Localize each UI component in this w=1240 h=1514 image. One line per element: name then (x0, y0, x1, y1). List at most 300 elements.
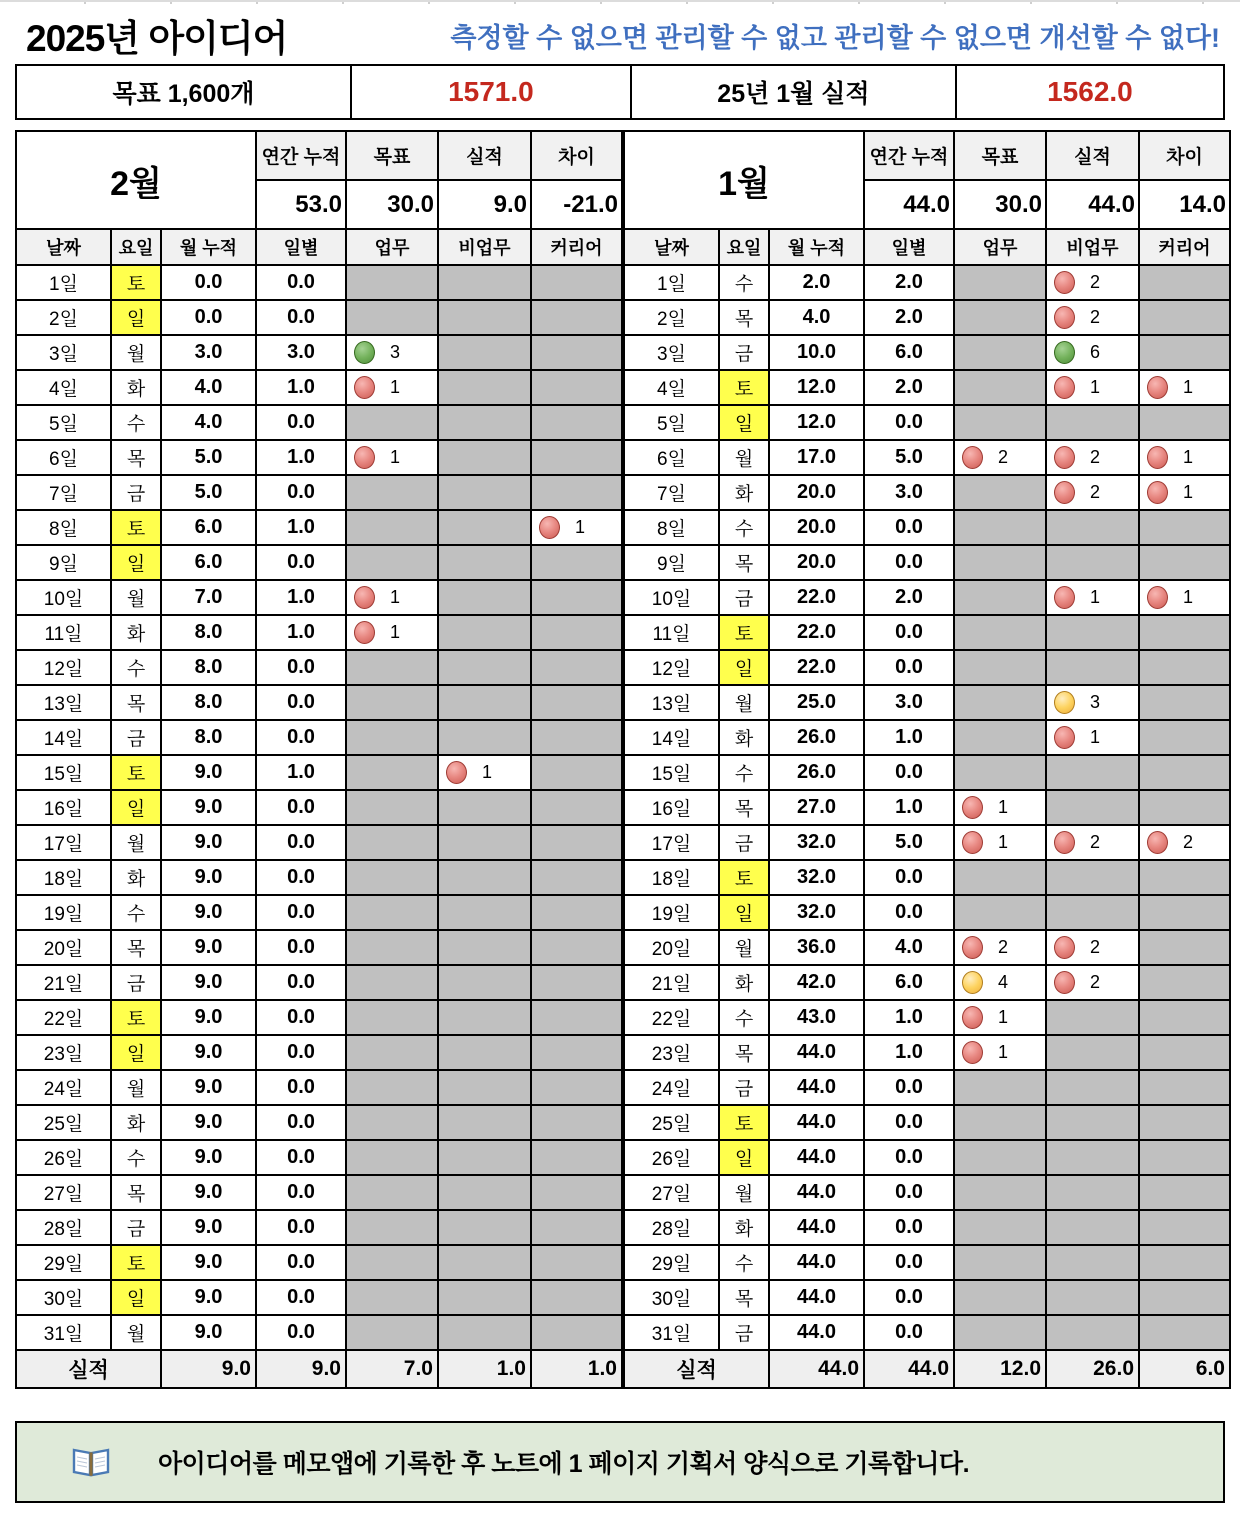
nonwork-cell[interactable] (439, 756, 532, 791)
daily-cell[interactable]: 0.0 (257, 931, 347, 966)
nonwork-cell[interactable] (439, 336, 532, 371)
date-cell[interactable]: 16일 (625, 791, 720, 826)
work-cell[interactable] (347, 896, 439, 931)
career-cell[interactable] (532, 266, 623, 301)
nonwork-cell[interactable] (439, 1071, 532, 1106)
month-cum-cell[interactable]: 26.0 (770, 721, 865, 756)
nonwork-cell[interactable] (1047, 791, 1140, 826)
weekday-cell[interactable]: 목 (720, 1036, 770, 1071)
career-cell[interactable] (1140, 756, 1231, 791)
month-title[interactable]: 1월 (625, 132, 865, 230)
weekday-cell[interactable]: 수 (720, 511, 770, 546)
weekday-cell[interactable]: 금 (720, 1071, 770, 1106)
date-cell[interactable]: 29일 (625, 1246, 720, 1281)
daily-cell[interactable]: 0.0 (257, 966, 347, 1001)
daily-cell[interactable]: 0.0 (865, 896, 955, 931)
work-cell[interactable] (955, 336, 1047, 371)
nonwork-cell[interactable] (439, 791, 532, 826)
date-cell[interactable]: 9일 (625, 546, 720, 581)
career-cell[interactable] (532, 1071, 623, 1106)
career-cell[interactable] (532, 791, 623, 826)
month-cum-cell[interactable]: 4.0 (162, 406, 257, 441)
daily-cell[interactable]: 2.0 (865, 301, 955, 336)
month-cum-cell[interactable]: 7.0 (162, 581, 257, 616)
weekday-cell[interactable]: 금 (112, 721, 162, 756)
diff-header[interactable]: 차이 (532, 132, 623, 181)
date-cell[interactable]: 28일 (17, 1211, 112, 1246)
weekday-cell[interactable]: 목 (720, 791, 770, 826)
date-cell[interactable]: 4일 (625, 371, 720, 406)
nonwork-cell[interactable] (1047, 896, 1140, 931)
career-cell[interactable] (532, 1211, 623, 1246)
month-cum-cell[interactable]: 9.0 (162, 1281, 257, 1316)
career-cell[interactable] (532, 1281, 623, 1316)
work-cell[interactable] (347, 1106, 439, 1141)
career-cell[interactable] (1140, 896, 1231, 931)
date-cell[interactable]: 23일 (17, 1036, 112, 1071)
month-cum-cell[interactable]: 9.0 (162, 1246, 257, 1281)
career-cell[interactable] (532, 756, 623, 791)
month-cum-cell[interactable]: 12.0 (770, 406, 865, 441)
career-cell[interactable] (532, 1246, 623, 1281)
date-cell[interactable]: 14일 (17, 721, 112, 756)
career-cell[interactable] (1140, 1281, 1231, 1316)
nonwork-cell[interactable] (1047, 931, 1140, 966)
date-cell[interactable]: 15일 (625, 756, 720, 791)
actual-label-cell[interactable]: 25년 1월 실적 (632, 66, 957, 118)
career-cell[interactable] (1140, 1071, 1231, 1106)
nonwork-cell[interactable] (1047, 546, 1140, 581)
career-cell[interactable] (1140, 686, 1231, 721)
date-cell[interactable]: 19일 (625, 896, 720, 931)
daily-cell[interactable]: 0.0 (257, 826, 347, 861)
weekday-cell[interactable]: 수 (112, 1141, 162, 1176)
work-cell[interactable] (955, 511, 1047, 546)
nonwork-cell[interactable] (1047, 266, 1140, 301)
career-cell[interactable] (1140, 721, 1231, 756)
month-cum-cell[interactable]: 22.0 (770, 651, 865, 686)
nonwork-cell[interactable] (1047, 861, 1140, 896)
daily-cell[interactable]: 6.0 (865, 336, 955, 371)
career-cell[interactable] (532, 651, 623, 686)
month-cum-cell[interactable]: 20.0 (770, 511, 865, 546)
career-cell[interactable] (532, 1141, 623, 1176)
weekday-cell[interactable]: 일 (112, 1036, 162, 1071)
actual-value-cell[interactable]: 1562.0 (957, 66, 1223, 118)
career-cell[interactable] (532, 371, 623, 406)
career-cell[interactable] (1140, 616, 1231, 651)
work-cell[interactable] (347, 1316, 439, 1351)
date-cell[interactable]: 12일 (625, 651, 720, 686)
work-cell[interactable] (955, 616, 1047, 651)
nonwork-cell[interactable] (1047, 826, 1140, 861)
work-cell[interactable] (347, 371, 439, 406)
date-cell[interactable]: 22일 (17, 1001, 112, 1036)
daily-cell[interactable]: 0.0 (257, 1071, 347, 1106)
date-cell[interactable]: 7일 (17, 476, 112, 511)
nonwork-cell[interactable] (439, 546, 532, 581)
daily-cell[interactable]: 0.0 (257, 1036, 347, 1071)
date-cell[interactable]: 10일 (625, 581, 720, 616)
work-cell[interactable] (955, 966, 1047, 1001)
work-cell[interactable] (347, 686, 439, 721)
weekday-cell[interactable]: 월 (720, 1176, 770, 1211)
note-bar[interactable] (15, 1421, 1225, 1503)
month-cum-cell[interactable]: 44.0 (770, 1176, 865, 1211)
date-cell[interactable]: 17일 (17, 826, 112, 861)
month-cum-cell[interactable]: 5.0 (162, 441, 257, 476)
daily-cell[interactable]: 6.0 (865, 966, 955, 1001)
weekday-cell[interactable]: 일 (112, 546, 162, 581)
month-cum-cell[interactable]: 22.0 (770, 581, 865, 616)
date-cell[interactable]: 15일 (17, 756, 112, 791)
date-cell[interactable]: 31일 (17, 1316, 112, 1351)
career-cell[interactable] (1140, 791, 1231, 826)
date-cell[interactable]: 3일 (625, 336, 720, 371)
daily-cell[interactable]: 0.0 (865, 1141, 955, 1176)
weekday-cell[interactable]: 토 (112, 266, 162, 301)
work-cell[interactable] (955, 896, 1047, 931)
career-cell[interactable] (532, 336, 623, 371)
career-cell[interactable] (532, 616, 623, 651)
footer-career[interactable]: 1.0 (532, 1351, 623, 1389)
month-cum-cell[interactable]: 32.0 (770, 861, 865, 896)
month-cum-cell[interactable]: 27.0 (770, 791, 865, 826)
weekday-cell[interactable]: 수 (720, 756, 770, 791)
month-cum-cell[interactable]: 22.0 (770, 616, 865, 651)
career-cell[interactable] (1140, 406, 1231, 441)
career-cell[interactable] (532, 931, 623, 966)
nonwork-cell[interactable] (1047, 616, 1140, 651)
footer-label[interactable]: 실적 (625, 1351, 770, 1389)
daily-cell[interactable]: 5.0 (865, 441, 955, 476)
nonwork-cell[interactable] (439, 1211, 532, 1246)
footer-month-cum[interactable]: 9.0 (162, 1351, 257, 1389)
date-cell[interactable]: 3일 (17, 336, 112, 371)
month-cum-cell[interactable]: 2.0 (770, 266, 865, 301)
month-cum-cell[interactable]: 4.0 (770, 301, 865, 336)
weekday-cell[interactable]: 일 (112, 1281, 162, 1316)
nonwork-cell[interactable] (1047, 651, 1140, 686)
date-cell[interactable]: 25일 (625, 1106, 720, 1141)
daily-cell[interactable]: 0.0 (865, 1246, 955, 1281)
career-cell[interactable] (532, 1316, 623, 1351)
footer-work[interactable]: 12.0 (955, 1351, 1047, 1389)
month-cum-col-header[interactable]: 월 누적 (770, 230, 865, 266)
date-col-header[interactable]: 날짜 (17, 230, 112, 266)
work-cell[interactable] (347, 1036, 439, 1071)
goal-value[interactable]: 30.0 (955, 181, 1047, 230)
weekday-cell[interactable]: 목 (112, 1176, 162, 1211)
work-cell[interactable] (955, 1316, 1047, 1351)
weekday-cell[interactable]: 화 (720, 966, 770, 1001)
work-cell[interactable] (955, 651, 1047, 686)
daily-cell[interactable]: 1.0 (865, 791, 955, 826)
daily-cell[interactable]: 1.0 (257, 581, 347, 616)
weekday-cell[interactable]: 금 (720, 1316, 770, 1351)
nonwork-cell[interactable] (439, 1281, 532, 1316)
career-cell[interactable] (1140, 371, 1231, 406)
career-cell[interactable] (532, 861, 623, 896)
date-cell[interactable]: 31일 (625, 1316, 720, 1351)
work-cell[interactable] (347, 861, 439, 896)
career-cell[interactable] (532, 406, 623, 441)
daily-col-header[interactable]: 일별 (865, 230, 955, 266)
daily-cell[interactable]: 0.0 (865, 1071, 955, 1106)
footer-career[interactable]: 6.0 (1140, 1351, 1231, 1389)
career-cell[interactable] (532, 441, 623, 476)
daily-cell[interactable]: 3.0 (865, 476, 955, 511)
work-cell[interactable] (347, 301, 439, 336)
nonwork-cell[interactable] (1047, 1106, 1140, 1141)
weekday-cell[interactable]: 수 (720, 1001, 770, 1036)
work-cell[interactable] (955, 1036, 1047, 1071)
work-cell[interactable] (347, 581, 439, 616)
work-cell[interactable] (955, 686, 1047, 721)
daily-cell[interactable]: 2.0 (865, 581, 955, 616)
work-cell[interactable] (955, 266, 1047, 301)
nonwork-cell[interactable] (1047, 1001, 1140, 1036)
date-cell[interactable]: 23일 (625, 1036, 720, 1071)
daily-cell[interactable]: 0.0 (257, 1001, 347, 1036)
month-cum-cell[interactable]: 4.0 (162, 371, 257, 406)
weekday-cell[interactable]: 수 (112, 651, 162, 686)
nonwork-cell[interactable] (439, 651, 532, 686)
date-cell[interactable]: 10일 (17, 581, 112, 616)
date-cell[interactable]: 29일 (17, 1246, 112, 1281)
nonwork-cell[interactable] (439, 476, 532, 511)
month-cum-cell[interactable]: 32.0 (770, 826, 865, 861)
nonwork-cell[interactable] (1047, 721, 1140, 756)
annual-cum-header[interactable]: 연간 누적 (865, 132, 955, 181)
date-cell[interactable]: 20일 (625, 931, 720, 966)
weekday-cell[interactable]: 월 (112, 336, 162, 371)
weekday-cell[interactable]: 수 (112, 406, 162, 441)
diff-value[interactable]: -21.0 (532, 181, 623, 230)
weekday-cell[interactable]: 토 (720, 616, 770, 651)
date-cell[interactable]: 20일 (17, 931, 112, 966)
work-cell[interactable] (347, 476, 439, 511)
date-cell[interactable]: 1일 (625, 266, 720, 301)
weekday-cell[interactable]: 목 (112, 686, 162, 721)
daily-col-header[interactable]: 일별 (257, 230, 347, 266)
nonwork-cell[interactable] (1047, 1176, 1140, 1211)
month-cum-cell[interactable]: 6.0 (162, 511, 257, 546)
career-cell[interactable] (1140, 336, 1231, 371)
career-cell[interactable] (1140, 511, 1231, 546)
date-cell[interactable]: 22일 (625, 1001, 720, 1036)
weekday-cell[interactable]: 화 (720, 721, 770, 756)
daily-cell[interactable]: 0.0 (865, 1211, 955, 1246)
month-cum-cell[interactable]: 9.0 (162, 1001, 257, 1036)
actual-value[interactable]: 9.0 (439, 181, 532, 230)
daily-cell[interactable]: 5.0 (865, 826, 955, 861)
footer-daily[interactable]: 9.0 (257, 1351, 347, 1389)
career-cell[interactable] (1140, 651, 1231, 686)
daily-cell[interactable]: 0.0 (257, 406, 347, 441)
nonwork-cell[interactable] (1047, 966, 1140, 1001)
weekday-cell[interactable]: 목 (112, 441, 162, 476)
work-cell[interactable] (347, 406, 439, 441)
weekday-cell[interactable]: 월 (112, 1071, 162, 1106)
weekday-cell[interactable]: 금 (720, 336, 770, 371)
month-cum-cell[interactable]: 9.0 (162, 1211, 257, 1246)
diff-header[interactable]: 차이 (1140, 132, 1231, 181)
career-col-header[interactable]: 커리어 (1140, 230, 1231, 266)
diff-value[interactable]: 14.0 (1140, 181, 1231, 230)
weekday-cell[interactable]: 금 (112, 476, 162, 511)
career-cell[interactable] (1140, 1141, 1231, 1176)
daily-cell[interactable]: 0.0 (865, 1281, 955, 1316)
weekday-cell[interactable]: 화 (720, 1211, 770, 1246)
work-cell[interactable] (955, 791, 1047, 826)
nonwork-cell[interactable] (439, 441, 532, 476)
work-cell[interactable] (347, 1246, 439, 1281)
weekday-cell[interactable]: 목 (720, 1281, 770, 1316)
daily-cell[interactable]: 0.0 (257, 1281, 347, 1316)
month-cum-cell[interactable]: 10.0 (770, 336, 865, 371)
nonwork-cell[interactable] (439, 686, 532, 721)
month-cum-cell[interactable]: 25.0 (770, 686, 865, 721)
work-cell[interactable] (347, 616, 439, 651)
month-cum-cell[interactable]: 6.0 (162, 546, 257, 581)
date-cell[interactable]: 24일 (17, 1071, 112, 1106)
month-cum-cell[interactable]: 9.0 (162, 756, 257, 791)
work-cell[interactable] (955, 826, 1047, 861)
work-cell[interactable] (955, 1001, 1047, 1036)
weekday-cell[interactable]: 목 (112, 931, 162, 966)
work-cell[interactable] (347, 511, 439, 546)
month-cum-cell[interactable]: 44.0 (770, 1316, 865, 1351)
career-col-header[interactable]: 커리어 (532, 230, 623, 266)
nonwork-cell[interactable] (439, 406, 532, 441)
weekday-cell[interactable]: 토 (112, 1001, 162, 1036)
daily-cell[interactable]: 0.0 (865, 616, 955, 651)
nonwork-cell[interactable] (439, 1106, 532, 1141)
month-cum-cell[interactable]: 9.0 (162, 1036, 257, 1071)
daily-cell[interactable]: 0.0 (257, 476, 347, 511)
month-cum-cell[interactable]: 9.0 (162, 1106, 257, 1141)
career-cell[interactable] (532, 581, 623, 616)
weekday-cell[interactable]: 금 (720, 826, 770, 861)
date-cell[interactable]: 30일 (625, 1281, 720, 1316)
career-cell[interactable] (1140, 826, 1231, 861)
actual-header[interactable]: 실적 (439, 132, 532, 181)
weekday-cell[interactable]: 월 (112, 1316, 162, 1351)
weekday-cell[interactable]: 토 (720, 1106, 770, 1141)
actual-header[interactable]: 실적 (1047, 132, 1140, 181)
weekday-cell[interactable]: 토 (112, 1246, 162, 1281)
daily-cell[interactable]: 0.0 (865, 756, 955, 791)
career-cell[interactable] (1140, 1246, 1231, 1281)
month-cum-cell[interactable]: 9.0 (162, 826, 257, 861)
career-cell[interactable] (532, 1001, 623, 1036)
nonwork-cell[interactable] (1047, 1246, 1140, 1281)
date-cell[interactable]: 6일 (625, 441, 720, 476)
month-cum-col-header[interactable]: 월 누적 (162, 230, 257, 266)
work-cell[interactable] (955, 476, 1047, 511)
work-cell[interactable] (347, 826, 439, 861)
weekday-cell[interactable]: 수 (720, 266, 770, 301)
nonwork-cell[interactable] (1047, 511, 1140, 546)
daily-cell[interactable]: 1.0 (865, 721, 955, 756)
month-cum-cell[interactable]: 42.0 (770, 966, 865, 1001)
weekday-cell[interactable]: 월 (112, 581, 162, 616)
career-cell[interactable] (532, 826, 623, 861)
career-cell[interactable] (1140, 966, 1231, 1001)
work-cell[interactable] (955, 756, 1047, 791)
annual-cum-value[interactable]: 44.0 (865, 181, 955, 230)
nonwork-cell[interactable] (439, 301, 532, 336)
month-cum-cell[interactable]: 8.0 (162, 651, 257, 686)
weekday-cell[interactable]: 일 (720, 1141, 770, 1176)
month-cum-cell[interactable]: 44.0 (770, 1211, 865, 1246)
career-cell[interactable] (532, 966, 623, 1001)
weekday-cell[interactable]: 수 (720, 1246, 770, 1281)
month-cum-cell[interactable]: 44.0 (770, 1071, 865, 1106)
nonwork-cell[interactable] (1047, 1071, 1140, 1106)
work-cell[interactable] (347, 546, 439, 581)
nonwork-cell[interactable] (439, 826, 532, 861)
daily-cell[interactable]: 0.0 (865, 651, 955, 686)
work-cell[interactable] (955, 721, 1047, 756)
work-cell[interactable] (347, 1071, 439, 1106)
nonwork-cell[interactable] (439, 371, 532, 406)
month-cum-cell[interactable]: 8.0 (162, 721, 257, 756)
work-col-header[interactable]: 업무 (347, 230, 439, 266)
month-cum-cell[interactable]: 9.0 (162, 791, 257, 826)
month-cum-cell[interactable]: 9.0 (162, 931, 257, 966)
weekday-cell[interactable]: 토 (720, 371, 770, 406)
daily-cell[interactable]: 1.0 (865, 1001, 955, 1036)
daily-cell[interactable]: 0.0 (257, 651, 347, 686)
month-cum-cell[interactable]: 9.0 (162, 1141, 257, 1176)
nonwork-cell[interactable] (439, 1036, 532, 1071)
career-cell[interactable] (1140, 1001, 1231, 1036)
nonwork-cell[interactable] (1047, 336, 1140, 371)
weekday-cell[interactable]: 월 (112, 826, 162, 861)
daily-cell[interactable]: 0.0 (257, 1316, 347, 1351)
weekday-cell[interactable]: 일 (720, 896, 770, 931)
work-cell[interactable] (955, 1141, 1047, 1176)
actual-value[interactable]: 44.0 (1047, 181, 1140, 230)
work-cell[interactable] (347, 1001, 439, 1036)
career-cell[interactable] (532, 1176, 623, 1211)
weekday-cell[interactable]: 일 (720, 651, 770, 686)
work-cell[interactable] (955, 1281, 1047, 1316)
daily-cell[interactable]: 0.0 (257, 1176, 347, 1211)
weekday-cell[interactable]: 금 (112, 966, 162, 1001)
footer-nonwork[interactable]: 26.0 (1047, 1351, 1140, 1389)
career-cell[interactable] (532, 686, 623, 721)
date-cell[interactable]: 21일 (17, 966, 112, 1001)
footer-daily[interactable]: 44.0 (865, 1351, 955, 1389)
weekday-cell[interactable]: 목 (720, 546, 770, 581)
weekday-cell[interactable]: 화 (112, 861, 162, 896)
weekday-cell[interactable]: 월 (720, 686, 770, 721)
month-cum-cell[interactable]: 44.0 (770, 1141, 865, 1176)
work-cell[interactable] (347, 1211, 439, 1246)
career-cell[interactable] (532, 301, 623, 336)
month-cum-cell[interactable]: 9.0 (162, 1071, 257, 1106)
daily-cell[interactable]: 0.0 (257, 1211, 347, 1246)
daily-cell[interactable]: 3.0 (865, 686, 955, 721)
month-cum-cell[interactable]: 0.0 (162, 301, 257, 336)
goal-header[interactable]: 목표 (955, 132, 1047, 181)
nonwork-cell[interactable] (439, 511, 532, 546)
work-cell[interactable] (955, 441, 1047, 476)
career-cell[interactable] (1140, 266, 1231, 301)
